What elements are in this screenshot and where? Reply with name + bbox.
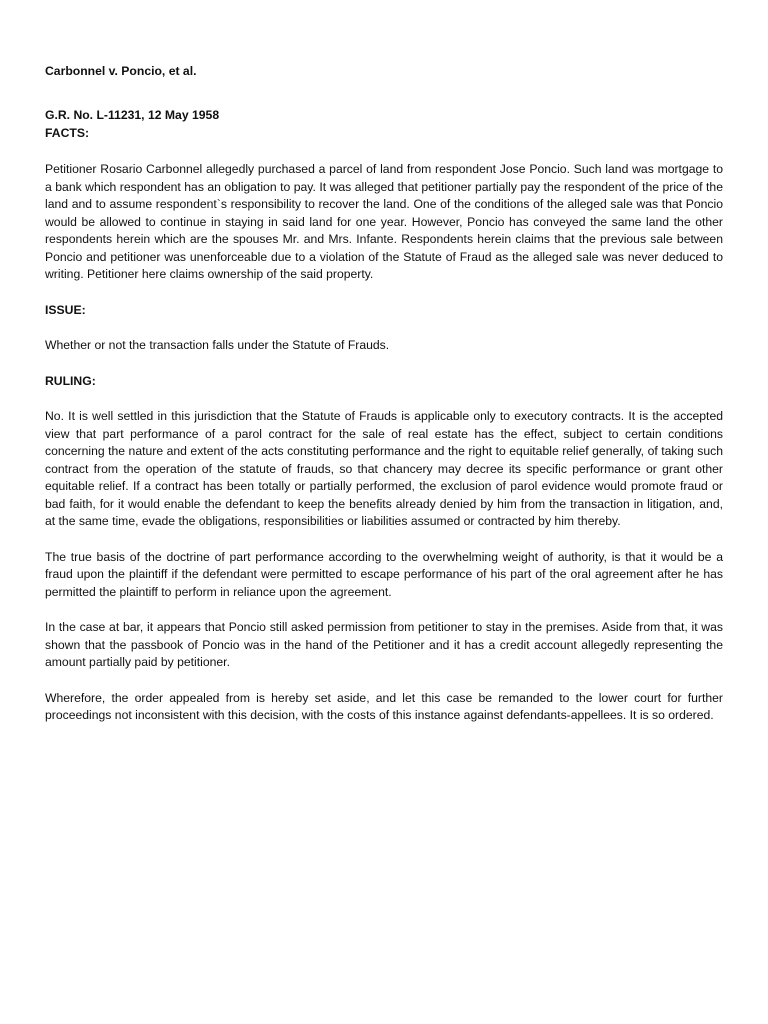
ruling-paragraph-3: In the case at bar, it appears that Poncio still asked permission from petitioner to stay in the premises. Aside from that, it was shown that the passbook of Poncio was in the hand of the Petitioner and it has a credit account allegedly representing the amount partially paid by petitioner. xyxy=(45,620,723,669)
spacer xyxy=(45,531,723,549)
spacer xyxy=(45,355,723,373)
case-title: Carbonnel v. Poncio, et al. xyxy=(45,64,197,78)
spacer xyxy=(45,601,723,619)
spacer xyxy=(45,390,723,408)
spacer xyxy=(45,672,723,690)
issue-heading: ISSUE: xyxy=(45,302,86,317)
ruling-paragraph-4: Wherefore, the order appealed from is hereby set aside, and let this case be remanded to the lower court for further proceedings not inconsistent with this decision, with the costs of this instance against defendants-appellees. It is so ordered. xyxy=(45,690,723,722)
facts-heading: FACTS: xyxy=(45,125,90,140)
document-page xyxy=(45,62,723,725)
ruling-paragraph-1: No. It is well settled in this jurisdiction that the Statute of Frauds is applicable only to executory contracts. It is the accepted view that part performance of a parol contract for the sale of real estate has the effect, subject to certain conditions concerning the nature and extent of the acts constituting performance and the right to equitable relief generally, of taking such contract from the operation of the statute of frauds, so that chancery may decree its specific performance or grant other equitable relief. If a contract has been totally or partially performed, the exclusion of parol evidence would promote fraud or bad faith, for it would enable the defendant to keep the benefits already denied by him from the transaction in litigation, and, at the same time, evade the obligations, responsibilities or liabilities assumed or contracted by him thereby. xyxy=(45,409,723,528)
spacer xyxy=(45,319,723,337)
ruling-heading: RULING: xyxy=(45,373,96,388)
spacer xyxy=(45,142,723,161)
ruling-paragraph-2: The true basis of the doctrine of part performance according to the overwhelming weight of authority, is that it would be a fraud upon the plaintiff if the defendant were permitted to escape performance of his part of the oral agreement after he has permitted the plaintiff to perform in reliance upon the agreement. xyxy=(45,549,723,599)
facts-paragraph: Petitioner Rosario Carbonnel allegedly purchased a parcel of land from respondent Jose Poncio. Such land was mortgage to a bank which respondent has an obligation to pay. It was alleged that petitioner partially pay the respondent of the price of the land and to assume respondent`s responsibility to recover the land. One of the conditions of the alleged sale was that Poncio would be allowed to continue in staying in said land for one year. However, Poncio has conveyed the same land the other respondents herein which are the spouses Mr. and Mrs. Infante. Respondents herein claims that the previous sale between Poncio and petitioner was unenforceable due to a violation of the Statute of Fraud as the alleged sale was never deduced to writing. Petitioner here claims ownership of the said property. xyxy=(45,162,723,281)
spacer xyxy=(45,284,723,302)
spacer xyxy=(45,80,723,107)
issue-paragraph: Whether or not the transaction falls under the Statute of Frauds. xyxy=(45,338,390,352)
case-number: G.R. No. L-11231, 12 May 1958 xyxy=(45,108,220,122)
